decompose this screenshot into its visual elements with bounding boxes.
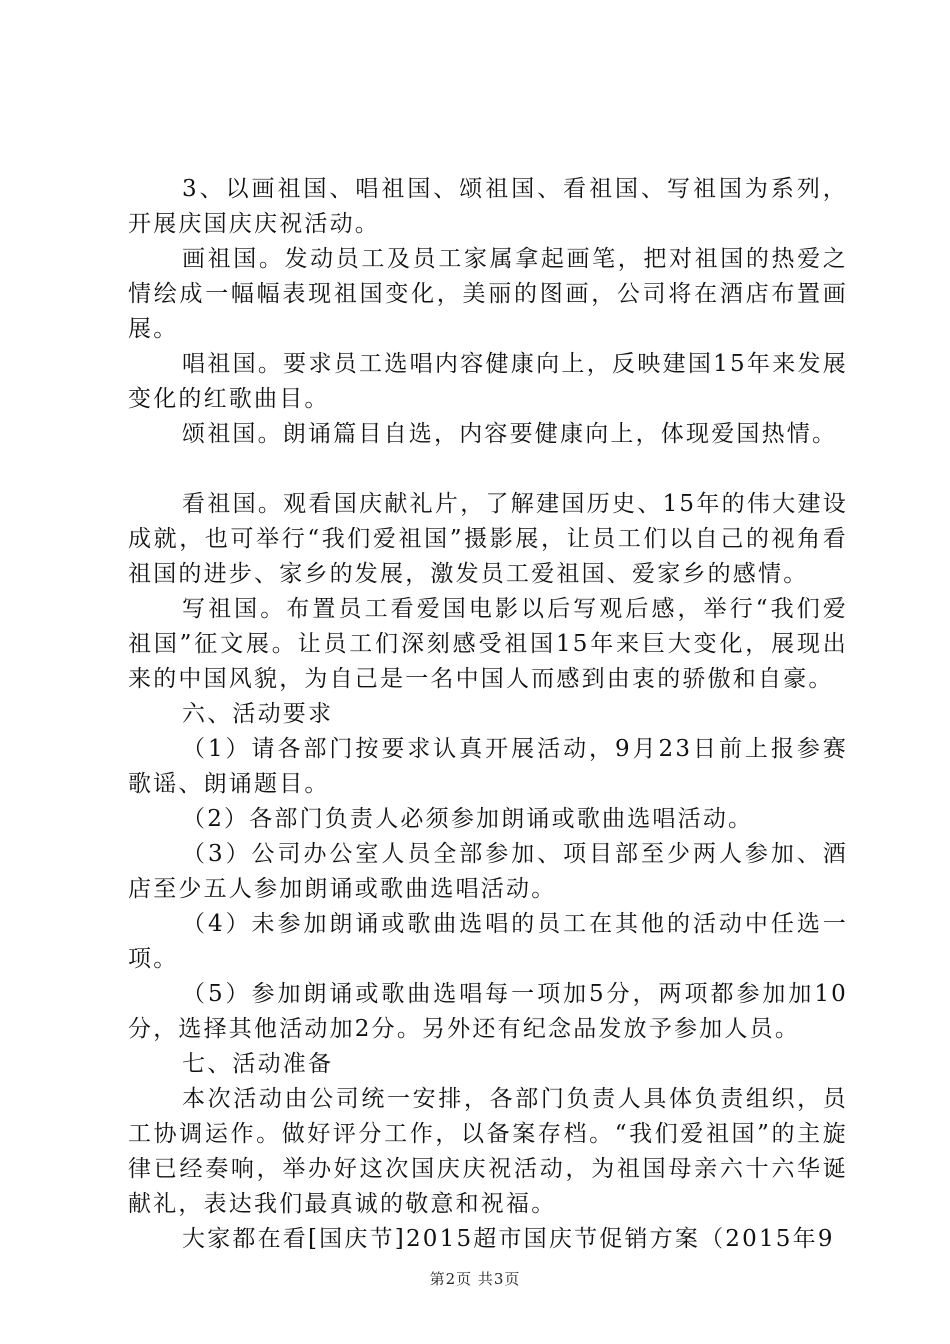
paragraph-praise-motherland: 颂祖国。朗诵篇目自选，内容要健康向上，体现爱国热情。 — [182, 421, 838, 447]
section-heading-preparation: 七、活动准备 — [182, 1051, 334, 1077]
requirement-item-1: （1）请各部门按要求认真开展活动，9月23日前上报参赛歌谣、朗诵题目。 — [128, 736, 848, 797]
paragraph-series-intro: 3、以画祖国、唱祖国、颂祖国、看祖国、写祖国为系列，开展庆国庆庆祝活动。 — [128, 176, 848, 237]
document-body — [128, 172, 848, 1257]
requirement-item-2: （2）各部门负责人必须参加朗诵或歌曲选唱活动。 — [182, 806, 754, 832]
paragraph-related-reading: 大家都在看[国庆节]2015超市国庆节促销方案（2015年9 — [182, 1226, 835, 1252]
paragraph-watch-motherland: 看祖国。观看国庆献礼片，了解建国历史、15年的伟大建设成就，也可举行“我们爱祖国”摄影展，让员工们以自己的视角看祖国的进步、家乡的发展，激发员工爱祖国、爱家乡的感情。 — [128, 491, 848, 587]
paragraph-write-motherland: 写祖国。布置员工看爱国电影以后写观后感，举行“我们爱祖国”征文展。让员工们深刻感受祖国15年来巨大变化，展现出来的中国风貌，为自己是一名中国人而感到由衷的骄傲和自豪。 — [128, 596, 848, 692]
paragraph-sing-motherland: 唱祖国。要求员工选唱内容健康向上，反映建国15年来发展变化的红歌曲目。 — [128, 351, 848, 412]
paragraph-preparation: 本次活动由公司统一安排，各部门负责人具体负责组织，员工协调运作。做好评分工作，以备案存档。“我们爱祖国”的主旋律已经奏响，举办好这次国庆庆祝活动，为祖国母亲六十六华诞献礼，表达我们最真诚的敬意和祝福。 — [128, 1086, 848, 1217]
paragraph-draw-motherland: 画祖国。发动员工及员工家属拿起画笔，把对祖国的热爱之情绘成一幅幅表现祖国变化，美丽的图画，公司将在酒店布置画展。 — [128, 246, 848, 342]
requirement-item-5: （5）参加朗诵或歌曲选唱每一项加5分，两项都参加加10分，选择其他活动加2分。另外还有纪念品发放予参加人员。 — [128, 981, 848, 1042]
page-number-footer: 第2页 共3页 — [429, 1270, 521, 1288]
requirement-item-3: （3）公司办公室人员全部参加、项目部至少两人参加、酒店至少五人参加朗诵或歌曲选唱活动。 — [128, 841, 848, 902]
section-heading-requirements: 六、活动要求 — [182, 701, 334, 727]
blank-line — [128, 452, 848, 487]
requirement-item-4: （4）未参加朗诵或歌曲选唱的员工在其他的活动中任选一项。 — [128, 911, 848, 972]
